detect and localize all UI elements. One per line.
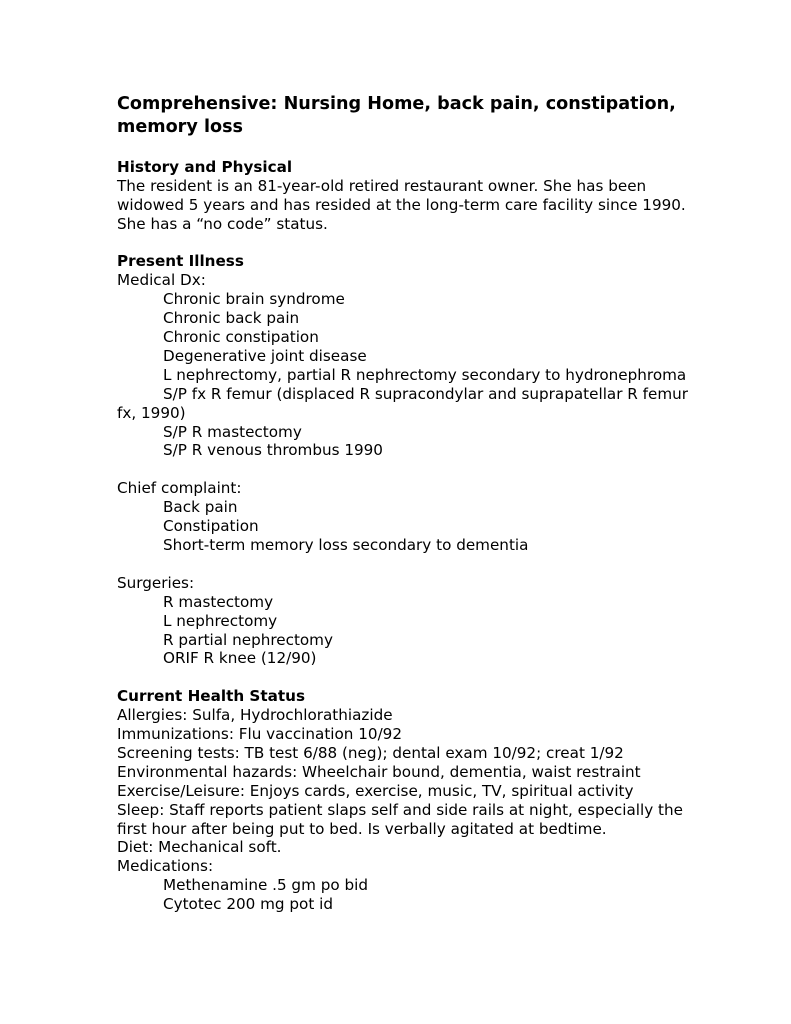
health-line-diet: Diet: Mechanical soft. bbox=[117, 838, 282, 857]
health-line-exercise: Exercise/Leisure: Enjoys cards, exercise, music, TV, spiritual activity bbox=[117, 781, 634, 800]
health-line-allergies: Allergies: Sulfa, Hydrochlorathiazide bbox=[117, 706, 393, 725]
dx-item: S/P fx R femur (displaced R supracondylar and suprapatellar R femur fx, 1990) bbox=[117, 384, 689, 422]
medication-item: Cytotec 200 mg pot id bbox=[163, 895, 333, 914]
health-line-environment: Environmental hazards: Wheelchair bound, dementia, waist restraint bbox=[117, 762, 641, 781]
complaint-item: Back pain bbox=[163, 498, 238, 517]
dx-item: Chronic back pain bbox=[163, 309, 300, 328]
complaint-item: Constipation bbox=[163, 517, 259, 536]
surgery-item: L nephrectomy bbox=[163, 611, 278, 630]
surgeries-label: Surgeries: bbox=[117, 573, 195, 592]
document-title: Comprehensive: Nursing Home, back pain, constipation, memory loss bbox=[117, 94, 676, 137]
surgery-item: R partial nephrectomy bbox=[163, 630, 333, 649]
health-line-immunizations: Immunizations: Flu vaccination 10/92 bbox=[117, 725, 403, 744]
health-line-screening: Screening tests: TB test 6/88 (neg); dental exam 10/92; creat 1/92 bbox=[117, 743, 624, 762]
complaint-item: Short-term memory loss secondary to dementia bbox=[163, 535, 529, 554]
dx-item: S/P R venous thrombus 1990 bbox=[163, 441, 383, 460]
dx-item: L nephrectomy, partial R nephrectomy secondary to hydronephroma bbox=[163, 365, 687, 384]
dx-item: Chronic brain syndrome bbox=[163, 290, 345, 309]
document-page bbox=[117, 93, 707, 914]
history-text: The resident is an 81-year-old retired restaurant owner. She has been widowed 5 years and has resided at the long-term care facility since 1990. She has a “no code” status. bbox=[117, 176, 686, 233]
medications-label: Medications: bbox=[117, 857, 214, 876]
medical-dx-label: Medical Dx: bbox=[117, 271, 206, 290]
current-health-heading: Current Health Status bbox=[117, 687, 305, 706]
history-heading: History and Physical bbox=[117, 157, 293, 176]
medication-item: Methenamine .5 gm po bid bbox=[163, 876, 368, 895]
chief-complaint-label: Chief complaint: bbox=[117, 479, 242, 498]
present-illness-heading: Present Illness bbox=[117, 252, 244, 271]
surgery-item: ORIF R knee (12/90) bbox=[163, 649, 317, 668]
health-line-sleep: Sleep: Staff reports patient slaps self and side rails at night, especially the first hour after being put to bed. Is verbally agitated at bedtime. bbox=[117, 800, 683, 838]
dx-item: Chronic constipation bbox=[163, 328, 319, 347]
dx-item: Degenerative joint disease bbox=[163, 346, 367, 365]
surgery-item: R mastectomy bbox=[163, 592, 274, 611]
dx-item: S/P R mastectomy bbox=[163, 422, 302, 441]
